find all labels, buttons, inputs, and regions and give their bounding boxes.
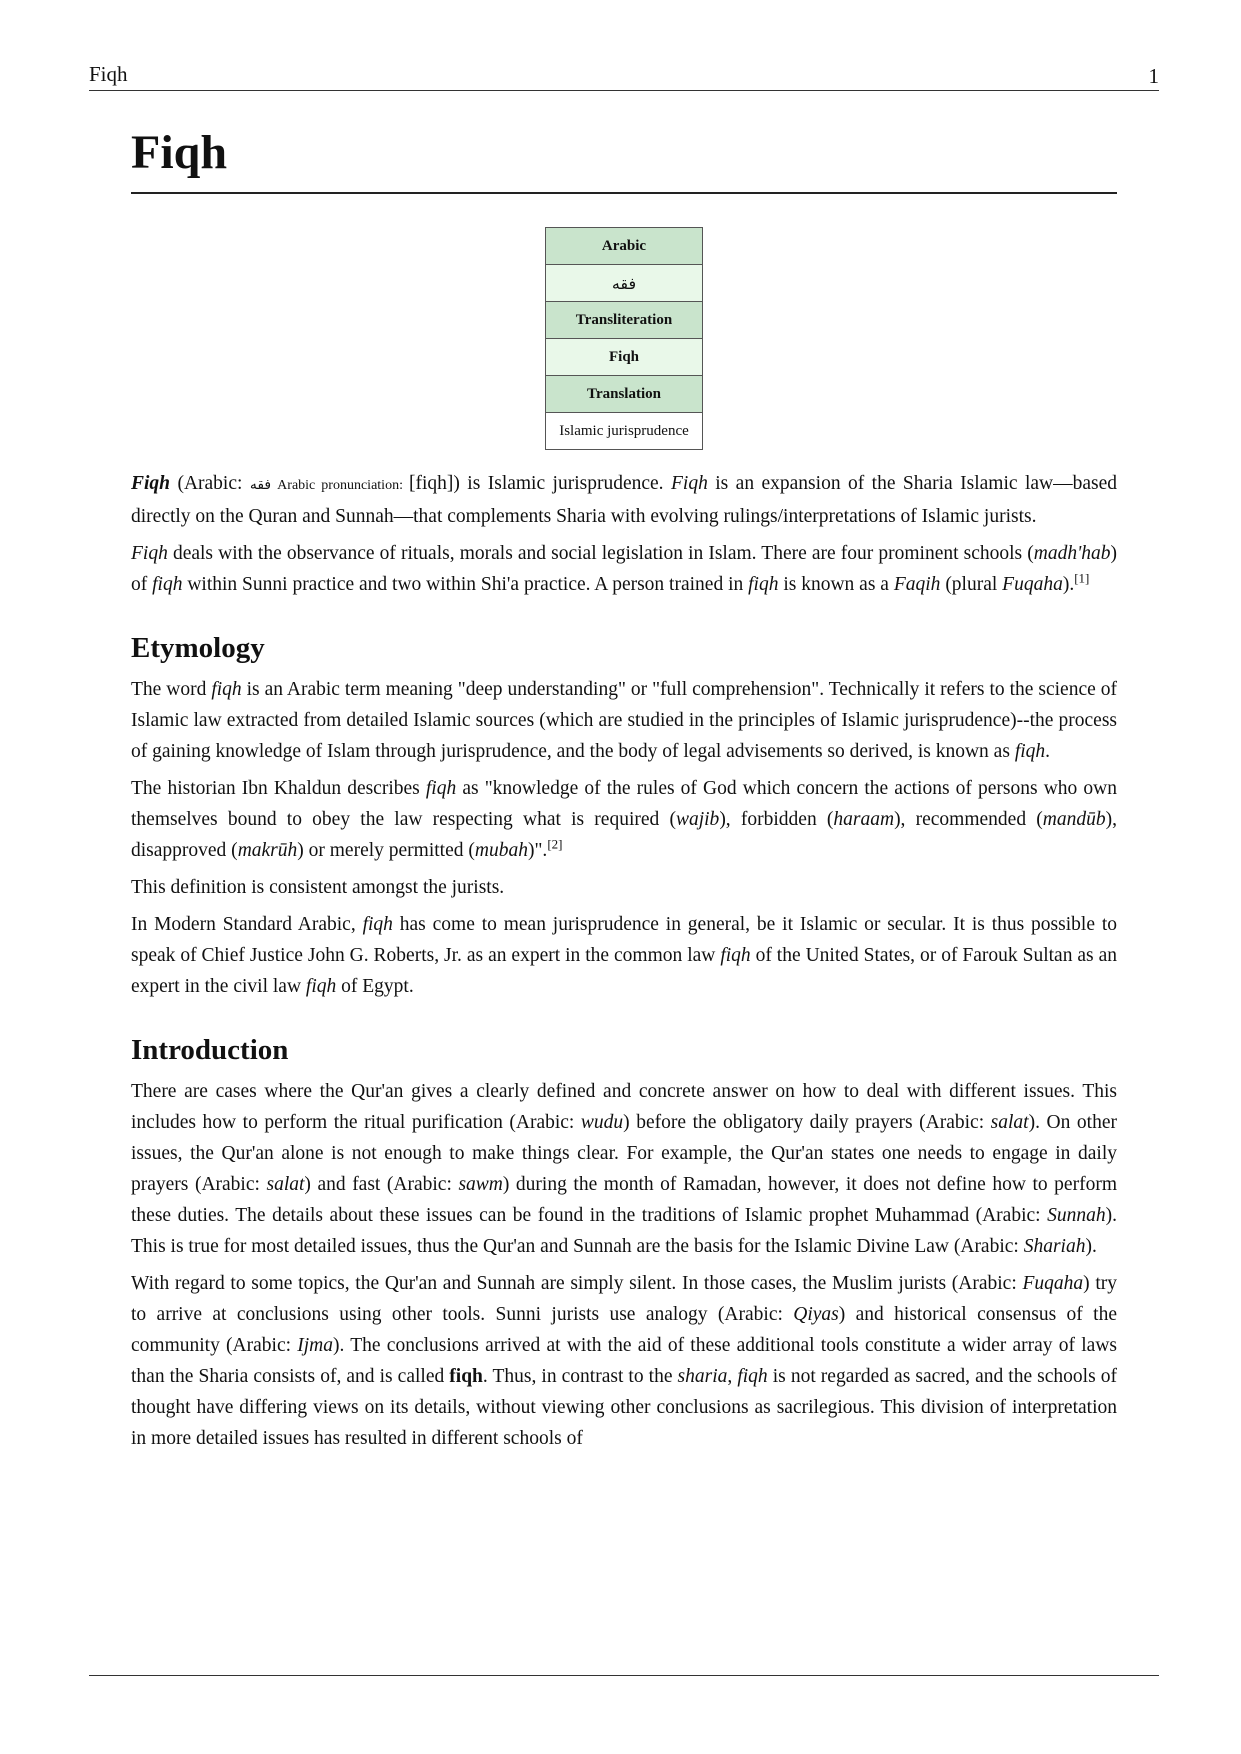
- infobox: [545, 227, 703, 450]
- etymology-paragraph-2: The historian Ibn Khaldun describes fiqh as "knowledge of the rules of God which concern the actions of persons who own themselves bound to obey the law respecting what is required (wajib), forbidden (haraam), recommended (mandūb), disapproved (makrūh) or merely permitted (mubah)".[2]: [131, 778, 1118, 861]
- pronunciation-link[interactable]: Arabic pronunciation:: [271, 478, 409, 493]
- intro-paragraph-2: Fiqh deals with the observance of rituals, morals and social legislation in Islam. There are four prominent schools (madh'hab) of fiqh within Sunni practice and two within Shi'a practice. A person trained in fiqh is known as a Faqih (plural Fuqaha).[1]: [131, 543, 1117, 595]
- etymology-paragraph-4: In Modern Standard Arabic, fiqh has come to mean jurisprudence in general, be it Islamic or secular. It is thus possible to speak of Chief Justice John G. Roberts, Jr. as an expert in the common law fiqh of the United States, or of Farouk Sultan as an expert in the civil law fiqh of Egypt.: [131, 914, 1117, 997]
- infobox-translation-label: Translation: [546, 376, 703, 413]
- term-fiqh: Fiqh: [131, 473, 171, 494]
- section-heading-introduction: Introduction: [131, 1034, 289, 1066]
- etymology-paragraph-1: The word fiqh is an Arabic term meaning "deep understanding" or "full comprehension". Technically it refers to the science of Islamic law extracted from detailed Islamic sources (which are studied in the principles of Islamic jurisprudence)--the process of gaining knowledge of Islam through jurisprudence, and the body of legal advisements so derived, is known as fiqh.: [131, 679, 1117, 762]
- infobox-arabic-label: Arabic: [546, 228, 703, 265]
- arabic-word: فقه: [249, 477, 272, 493]
- page-title: Fiqh: [131, 122, 1117, 194]
- article-body: [131, 468, 1117, 1460]
- introduction-paragraph-1: There are cases where the Qur'an gives a clearly defined and concrete answer on how to deal with different issues. This includes how to perform the ritual purification (Arabic: wudu) before the obligatory daily prayers (Arabic: salat). On other issues, the Qur'an alone is not enough to make things clear. For example, the Qur'an states one needs to engage in daily prayers (Arabic: salat) and fast (Arabic: sawm) during the month of Ramadan, however, it does not define how to perform these duties. The details about these issues can be found in the traditions of Islamic prophet Muhammad (Arabic: Sunnah). This is true for most detailed issues, thus the Qur'an and Sunnah are the basis for the Islamic Divine Law (Arabic: Shariah).: [131, 1081, 1117, 1257]
- introduction-paragraph-2: With regard to some topics, the Qur'an and Sunnah are simply silent. In those cases, the Muslim jurists (Arabic: Fuqaha) try to arrive at conclusions using other tools. Sunni jurists use analogy (Arabic: Qiyas) and historical consensus of the community (Arabic: Ijma). The conclusions arrived at with the aid of these additional tools constitute a wider array of laws than the Sharia consists of, and is called fiqh. Thus, in contrast to the sharia, fiqh is not regarded as sacred, and the schools of thought have differing views on its details, without viewing other conclusions as sacrilegious. This division of interpretation in more detailed issues has resulted in different schools of: [131, 1273, 1117, 1449]
- infobox-transliteration-label: Transliteration: [546, 302, 703, 339]
- reference-link[interactable]: [2]: [547, 836, 563, 852]
- page-number: 1: [1148, 64, 1159, 88]
- reference-link[interactable]: [1]: [1074, 570, 1090, 586]
- footer-rule: [89, 1675, 1159, 1676]
- intro-paragraph-1: Fiqh (Arabic: فقه Arabic pronunciation: [fiqh]) is Islamic jurisprudence. Fiqh is an expansion of the Sharia Islamic law―based directly on the Quran and Sunnah―that complements Sharia with evolving rulings/interpretations of Islamic jurists.: [131, 473, 1117, 527]
- section-heading-etymology: Etymology: [131, 632, 265, 664]
- running-header-title: Fiqh: [89, 62, 128, 86]
- infobox-arabic-value: فقه: [546, 265, 703, 302]
- etymology-paragraph-3: This definition is consistent amongst the jurists.: [131, 877, 505, 898]
- running-header: [89, 60, 1159, 91]
- infobox-translation-value: Islamic jurisprudence: [546, 413, 703, 450]
- infobox-transliteration-value: Fiqh: [546, 339, 703, 376]
